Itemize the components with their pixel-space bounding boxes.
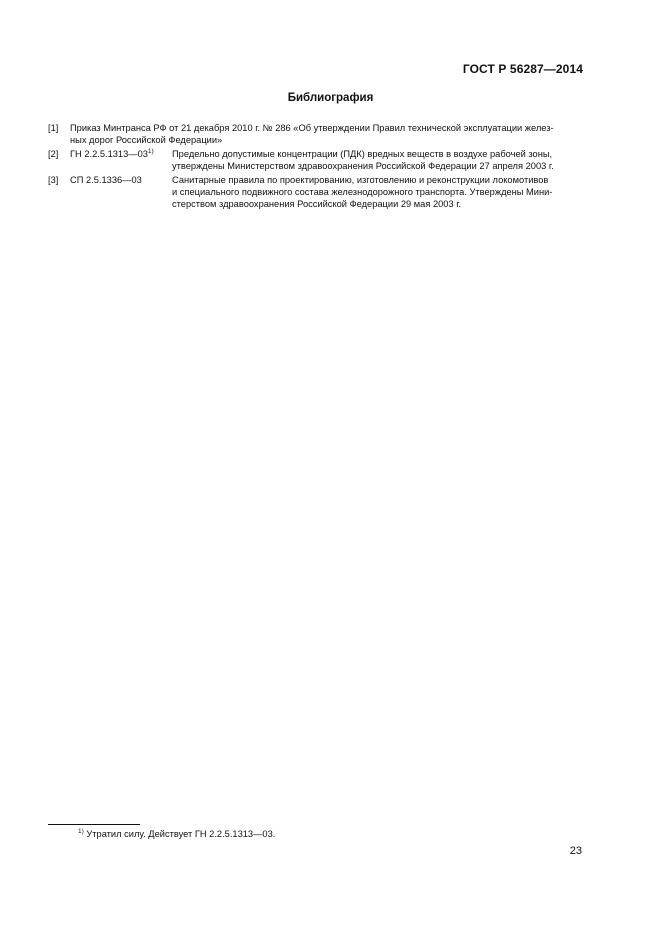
entry-text-line: и специального подвижного состава железнодорожного транспорта. Утверждены Мини- bbox=[172, 187, 553, 198]
entry-text-line: ных дорог Российской Федерации» bbox=[70, 135, 223, 146]
entry-text bbox=[172, 148, 584, 173]
footnote-marker: 1) bbox=[78, 827, 84, 835]
footnote bbox=[78, 829, 275, 839]
page-number: 23 bbox=[569, 845, 582, 857]
entry-text bbox=[172, 174, 584, 211]
entry-text-line: Приказ Минтранса РФ от 21 декабря 2010 г. № 286 «Об утверждении Правил технической эксплуатации желез- bbox=[70, 123, 554, 133]
entry-number: [1] bbox=[48, 123, 59, 133]
entry-text-line: утверждены Министерством здравоохранения Российской Федерации 27 апреля 2003 г. bbox=[172, 161, 554, 172]
footnote-reference: 1) bbox=[147, 147, 154, 155]
entry-code bbox=[70, 148, 154, 160]
bibliography-entry bbox=[48, 174, 584, 211]
document-code: ГОСТ Р 56287—2014 bbox=[462, 62, 583, 76]
entry-code-text: ГН 2.2.5.1313—03 bbox=[70, 148, 148, 159]
entry-number: [2] bbox=[48, 148, 59, 159]
entry-text bbox=[70, 122, 584, 147]
entry-code: СП 2.5.1336—03 bbox=[70, 174, 142, 185]
entry-number: [3] bbox=[48, 174, 59, 185]
bibliography-title: Библиография bbox=[287, 92, 374, 104]
footnote-text: Утратил силу. Действует ГН 2.2.5.1313—03. bbox=[86, 829, 276, 839]
bibliography-entry bbox=[48, 148, 584, 173]
footnote-separator bbox=[48, 824, 140, 825]
entry-text-line: стерством здравоохранения Российской Федерации 29 мая 2003 г. bbox=[172, 199, 462, 210]
bibliography-list bbox=[48, 122, 584, 212]
bibliography-entry bbox=[48, 122, 584, 147]
entry-text-line: Санитарные правила по проектированию, изготовлению и реконструкции локомотивов bbox=[172, 174, 549, 185]
entry-text-line: Предельно допустимые концентрации (ПДК) вредных веществ в воздухе рабочей зоны, bbox=[172, 148, 553, 159]
